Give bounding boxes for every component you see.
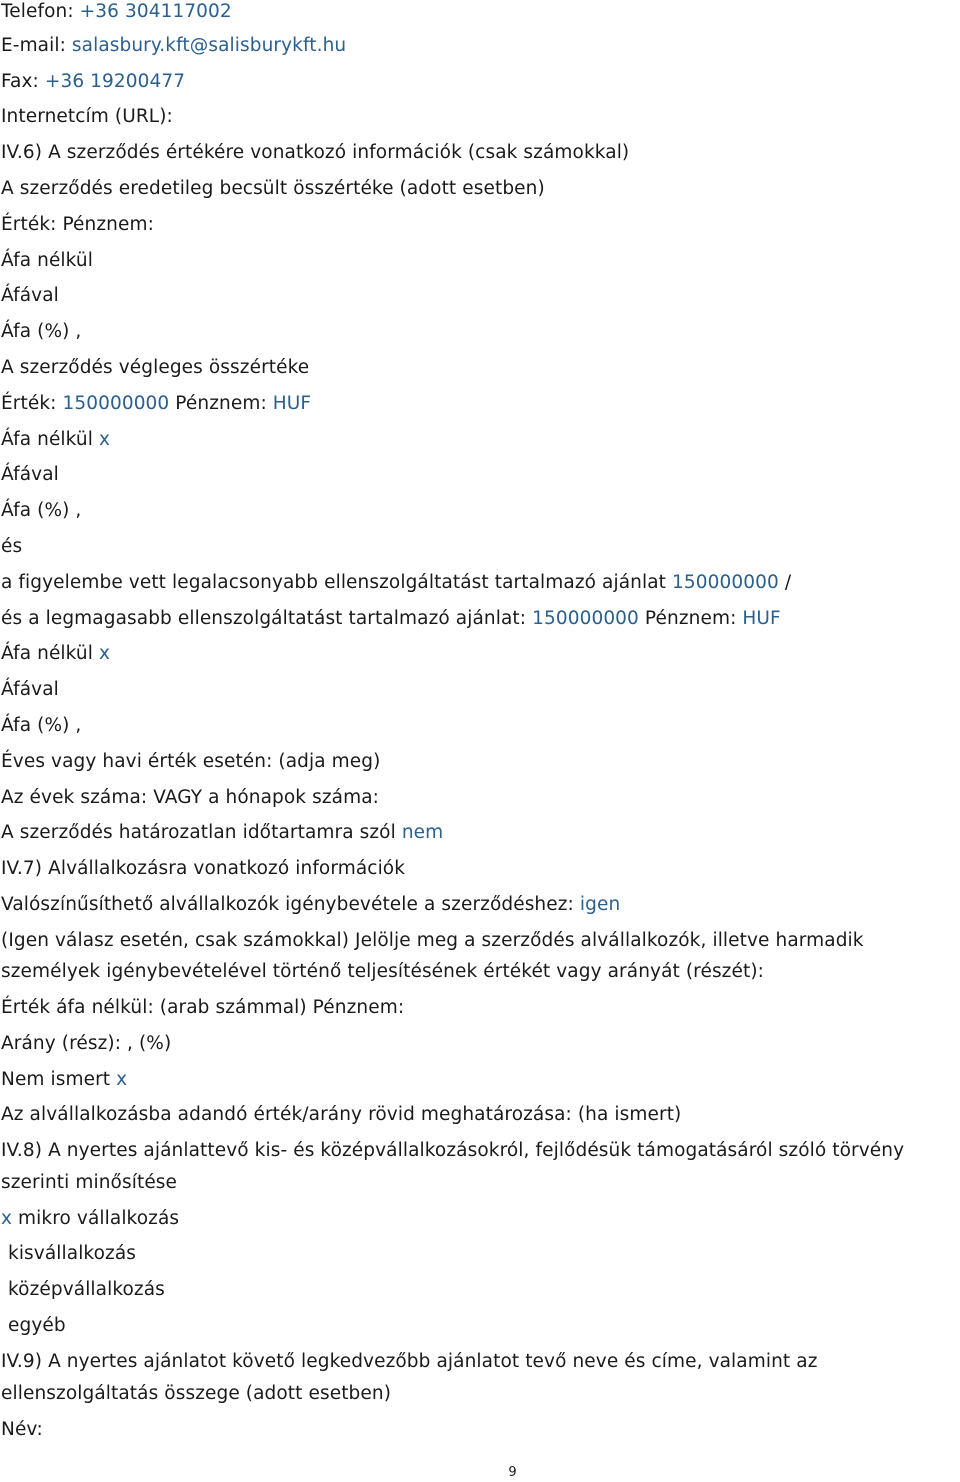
section-iv8-heading-2: szerinti minősítése (1, 1172, 178, 1193)
subcontractor-likely-line (1, 893, 620, 917)
fax-value: +36 19200477 (44, 71, 186, 92)
section-iv8-heading-1: IV.8) A nyertes ajánlattevő kis- és középvállalkozásokról, fejlődésük támogatásáról szóló törvény (1, 1140, 905, 1161)
final-vat-excl-line (1, 428, 110, 452)
phone-label: Telefon: (1, 1, 74, 22)
email-value: salasbury.kft@salisburykft.hu (71, 35, 347, 56)
phone-value: +36 304117002 (79, 1, 232, 22)
highest-offer-value: 150000000 (532, 608, 639, 629)
estimated-value-title: A szerződés eredetileg becsült összértéke (adott esetben) (1, 178, 545, 199)
final-vat-pct: Áfa (%) , (1, 500, 82, 521)
annual-monthly-line: Éves vagy havi érték esetén: (adja meg) (1, 751, 381, 772)
final-value-line (1, 392, 311, 416)
url-line: Internetcím (URL): (1, 106, 173, 127)
highest-currency: HUF (742, 608, 781, 629)
indefinite-label: A szerződés határozatlan időtartamra szól (1, 822, 396, 843)
offer-vat-pct: Áfa (%) , (1, 715, 82, 736)
highest-currency-label: Pénznem: (644, 608, 737, 629)
final-currency-label: Pénznem: (175, 393, 267, 414)
final-currency: HUF (272, 393, 312, 414)
micro-enterprise-line (1, 1207, 179, 1231)
fax-line (1, 70, 185, 94)
medium-enterprise-line: középvállalkozás (8, 1279, 165, 1300)
lowest-offer-line (1, 571, 791, 595)
email-line (1, 34, 346, 58)
final-vat-excl-label: Áfa nélkül (1, 429, 93, 450)
unknown-line (1, 1068, 127, 1092)
final-vat-excl-mark: x (98, 429, 111, 450)
if-yes-line-1: (Igen válasz esetén, csak számokkal) Jelölje meg a szerződés alvállalkozók, illetve harmadik (1, 930, 864, 951)
email-label: E-mail: (1, 35, 66, 56)
section-iv6-heading: IV.6) A szerződés értékére vonatkozó információk (csak számokkal) (1, 142, 630, 163)
offer-vat-incl: Áfával (1, 679, 59, 700)
name-label-line: Név: (1, 1419, 43, 1440)
unknown-label: Nem ismert (1, 1069, 111, 1090)
phone-line (1, 0, 232, 24)
final-value-title: A szerződés végleges összértéke (1, 357, 310, 378)
small-enterprise-line: kisvállalkozás (8, 1243, 136, 1264)
lowest-offer-value: 150000000 (672, 572, 779, 593)
final-value-label: Érték: (1, 393, 57, 414)
lowest-offer-label: a figyelembe vett legalacsonyabb ellenszolgáltatást tartalmazó ajánlat (1, 572, 667, 593)
estimated-value-line: Érték: Pénznem: (1, 214, 154, 235)
final-vat-incl: Áfával (1, 464, 59, 485)
page-number: 9 (508, 1465, 517, 1480)
highest-offer-line (1, 607, 781, 631)
offer-vat-excl-label: Áfa nélkül (1, 643, 93, 664)
section-iv7-heading: IV.7) Alvállalkozásra vonatkozó információk (1, 858, 406, 879)
fax-label: Fax: (1, 71, 39, 92)
micro-mark: x (1, 1208, 13, 1229)
other-enterprise-line: egyéb (8, 1315, 66, 1336)
if-yes-line-2: személyek igénybevételével történő teljesítésének értékét vagy arányát (részét): (1, 961, 764, 982)
estimated-vat-incl: Áfával (1, 285, 59, 306)
indefinite-value: nem (401, 822, 444, 843)
value-excl-vat-line: Érték áfa nélkül: (arab számmal) Pénznem: (1, 997, 405, 1018)
section-iv9-heading-1: IV.9) A nyertes ajánlatot követő legkedvezőbb ajánlatot tevő neve és címe, valamint az (1, 1351, 818, 1372)
indefinite-line (1, 821, 443, 845)
highest-offer-label: és a legmagasabb ellenszolgáltatást tartalmazó ajánlat: (1, 608, 527, 629)
final-value: 150000000 (62, 393, 170, 414)
offer-vat-excl-mark: x (98, 643, 111, 664)
short-desc-line: Az alvállalkozásba adandó érték/arány rövid meghatározása: (ha ismert) (1, 1104, 682, 1125)
offer-vat-excl-line (1, 642, 110, 666)
estimated-vat-pct: Áfa (%) , (1, 321, 82, 342)
subcontractor-likely-label: Valószínűsíthető alvállalkozók igénybevétele a szerződéshez: (1, 894, 574, 915)
subcontractor-likely-value: igen (579, 894, 621, 915)
lowest-offer-separator: / (784, 572, 792, 593)
micro-label: mikro vállalkozás (18, 1208, 180, 1229)
years-months-line: Az évek száma: VAGY a hónapok száma: (1, 787, 379, 808)
ratio-line: Arány (rész): , (%) (1, 1033, 172, 1054)
unknown-mark: x (116, 1069, 128, 1090)
section-iv9-heading-2: ellenszolgáltatás összege (adott esetben) (1, 1383, 392, 1404)
and-word: és (1, 536, 23, 557)
estimated-vat-excl: Áfa nélkül (1, 250, 93, 271)
